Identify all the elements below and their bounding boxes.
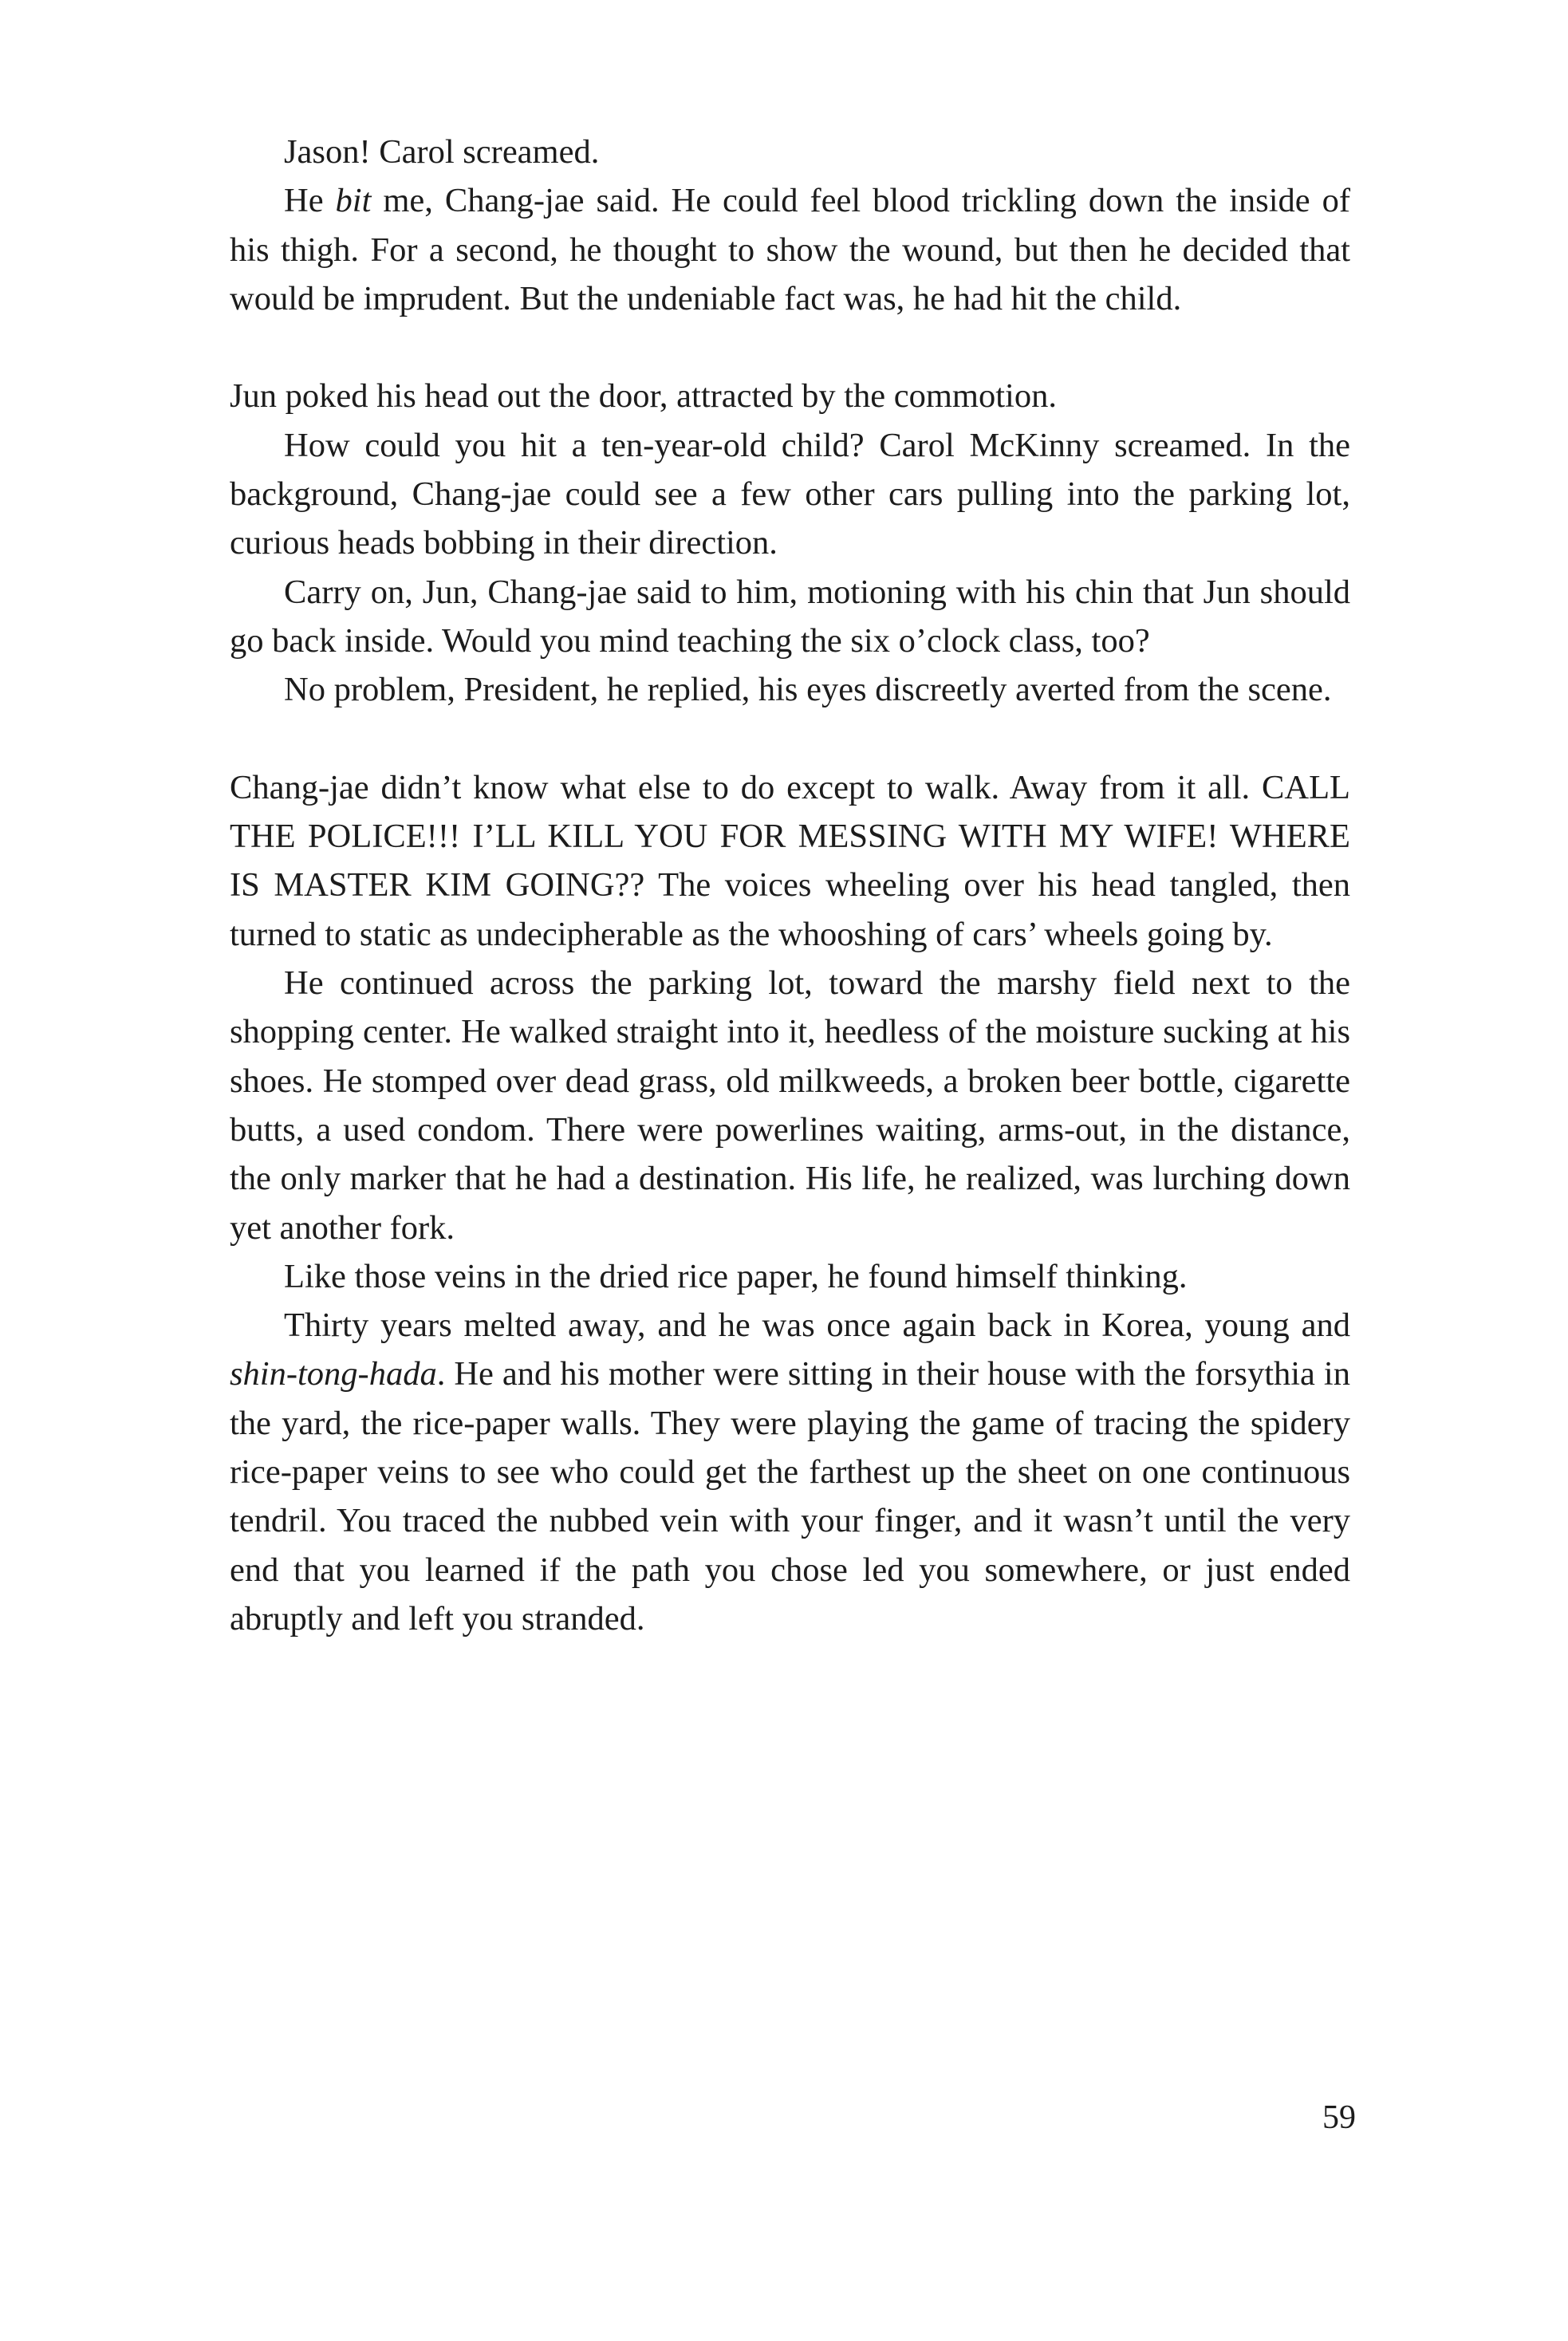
emphasis-text: bit (335, 182, 372, 220)
paragraph (230, 176, 1350, 323)
paragraph: Like those veins in the dried rice paper, he found himself thinking. (284, 1257, 1188, 1295)
section-commotion (230, 372, 1350, 714)
section-confrontation (230, 128, 1350, 323)
paragraph: Chang-jae didn’t know what else to do except to walk. Away from it all. CALL THE POLICE!!! I’LL KILL YOU FOR MESSING WITH MY WIFE! WHERE IS MASTER KIM GOING?? The voices wheeling over his head tangled, then turned to static as undecipherable as the whooshing of cars’ wheels going by. (230, 768, 1350, 953)
section-walk-away (230, 763, 1350, 1643)
text-run: He (284, 182, 336, 220)
paragraph: Carry on, Jun, Chang-jae said to him, motioning with his chin that Jun should go back inside. Would you mind teaching the six o’clock class, too? (230, 573, 1350, 660)
paragraph: No problem, President, he replied, his eyes discreetly averted from the scene. (284, 671, 1332, 709)
text-run: Thirty years melted away, and he was once again back in Korea, young and (284, 1306, 1350, 1345)
paragraph: How could you hit a ten-year-old child? Carol McKinny screamed. In the background, Chang-jae could see a few other cars pulling into the parking lot, curious heads bobbing in their direction. (230, 426, 1350, 562)
text-run: . He and his mother were sitting in their house with the forsythia in the yard, the rice-paper walls. They were playing the game of tracing the spidery rice-paper veins to see who could get the farthest up the sheet on one continuous tendril. You traced the nubbed vein with your finger, and it wasn’t until the very end that you learned if the path you chose led you somewhere, or just ended abruptly and left you stranded. (230, 1355, 1350, 1638)
text-run: me, Chang-jae said. He could feel blood trickling down the inside of his thigh. For a second, he thought to show the wound, but then he decided that would be imprudent. But the undeniable fact was, he had hit the child. (230, 182, 1350, 317)
body-text (230, 128, 1350, 1643)
page-number: 59 (1322, 2099, 1356, 2136)
emphasis-text: shin-tong-hada (230, 1355, 437, 1393)
paragraph: Jason! Carol screamed. (284, 133, 600, 171)
paragraph: Jun poked his head out the door, attracted by the commotion. (230, 377, 1057, 416)
paragraph (230, 1301, 1350, 1643)
paragraph: He continued across the parking lot, toward the marshy field next to the shopping center. He walked straight into it, heedless of the moisture sucking at his shoes. He stomped over dead grass, old milkweeds, a broken beer bottle, cigarette butts, a used condom. There were powerlines waiting, arms-out, in the distance, the only marker that he had a destination. His life, he realized, was lurching down yet another fork. (230, 964, 1350, 1247)
